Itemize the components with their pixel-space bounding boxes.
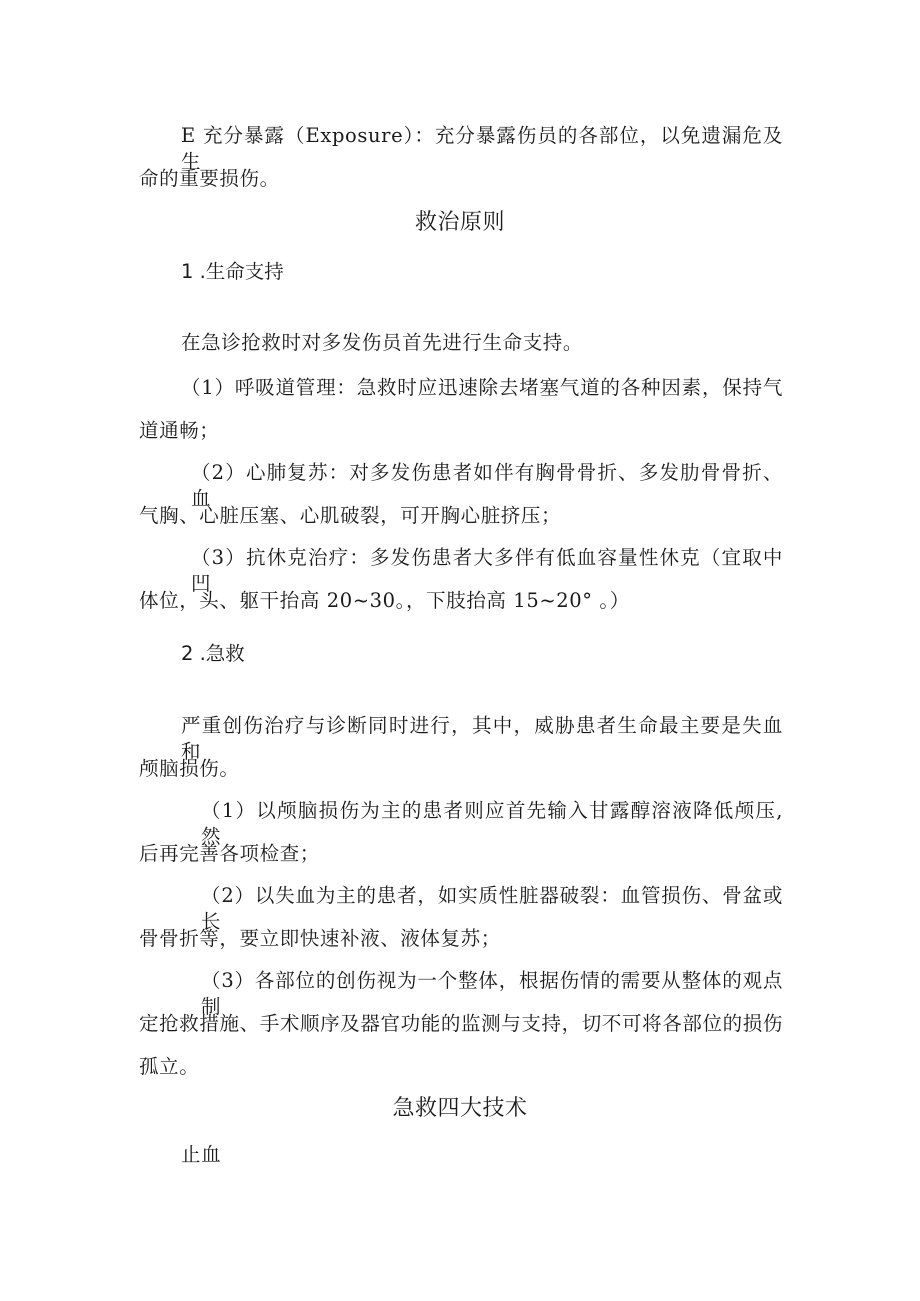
section-title-principles: 救治原则 (414, 210, 505, 235)
paragraph-cpr-line-1: （2）心肺复苏：对多发伤患者如伴有胸骨骨折、多发肋骨骨折、血 (191, 461, 783, 510)
paragraph-shock-line-1: （3）抗休克治疗：多发伤患者大多伴有低血容量性休克（宜取中凹 (191, 546, 783, 595)
paragraph-airway-line-2: 道通畅； (139, 419, 220, 442)
paragraph-airway-line-1: （1）呼吸道管理：急救时应迅速除去堵塞气道的各种因素，保持气 (181, 376, 783, 399)
subsection-title-life-support: 1 .生命支持 (181, 260, 284, 283)
paragraph-blood-loss-line-1: （2）以失血为主的患者，如实质性脏器破裂：血管损伤、骨盆或长 (201, 884, 783, 933)
subsection-title-first-aid: 2 .急救 (181, 642, 245, 665)
paragraph-integrated-line-1: （3）各部位的创伤视为一个整体，根据伤情的需要从整体的观点制 (201, 969, 783, 1018)
paragraph-blood-loss-line-2: 骨骨折等，要立即快速补液、液体复苏； (139, 927, 501, 950)
paragraph-life-support-intro: 在急诊抢救时对多发伤员首先进行生命支持。 (181, 331, 584, 354)
paragraph-integrated-line-2: 定抢救措施、手术顺序及器官功能的监测与支持，切不可将各部位的损伤 (139, 1012, 783, 1035)
paragraph-cpr-line-2: 气胸、心脏压塞、心肌破裂，可开胸心脏挤压； (139, 504, 562, 527)
intro-line-2: 命的重要损伤。 (139, 167, 280, 190)
paragraph-shock-line-2: 体位，头、躯干抬高 20~30。，下肢抬高 15~20° 。） (139, 589, 630, 612)
paragraph-integrated-line-3: 孤立。 (139, 1055, 200, 1078)
list-item-hemostasis: 止血 (181, 1143, 222, 1166)
paragraph-head-injury-line-1: （1）以颅脑损伤为主的患者则应首先输入甘露醇溶液降低颅压,然 (201, 799, 783, 848)
intro-line-1: E 充分暴露（Exposure）：充分暴露伤员的各部位，以免遗漏危及生 (181, 124, 783, 173)
paragraph-head-injury-line-2: 后再完善各项检查； (139, 842, 320, 865)
paragraph-first-aid-line-1: 严重创伤治疗与诊断同时进行，其中，威胁患者生命最主要是失血和 (181, 714, 783, 763)
section-title-four-techniques: 急救四大技术 (392, 1096, 528, 1121)
paragraph-first-aid-line-2: 颅脑损伤。 (139, 757, 240, 780)
